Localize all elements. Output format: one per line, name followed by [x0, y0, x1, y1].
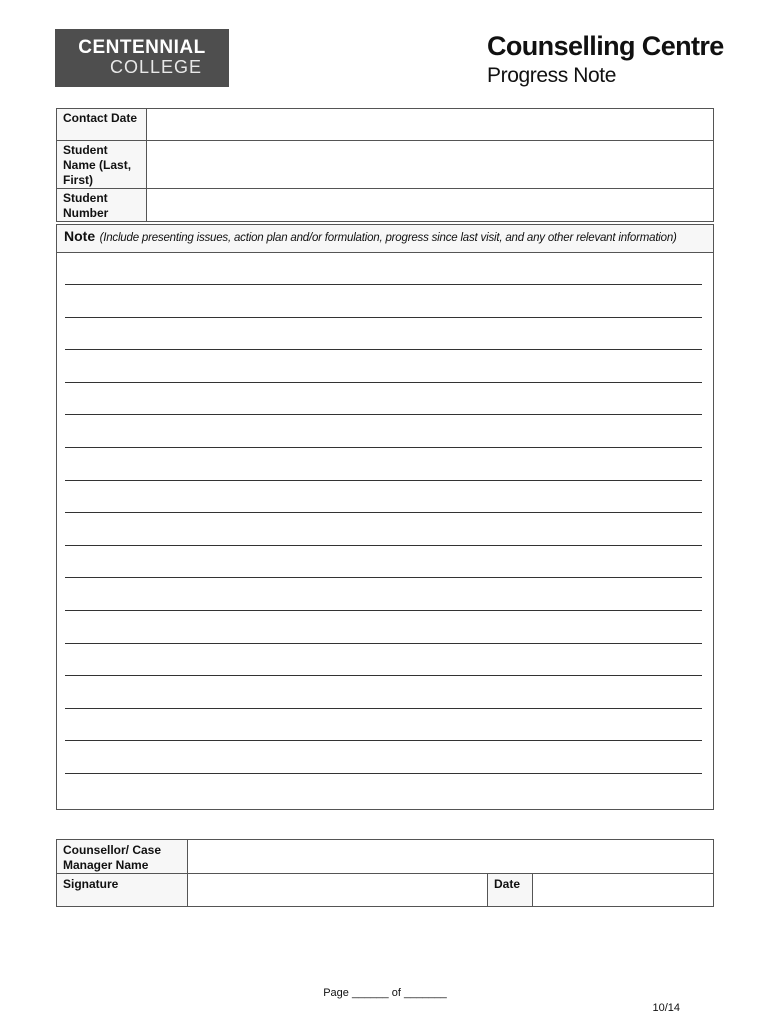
logo-line-1: CENTENNIAL [78, 37, 206, 58]
student-number-field[interactable] [147, 189, 714, 222]
signature-table [56, 839, 714, 907]
counsellor-label: Counsellor/ Case Manager Name [57, 840, 188, 874]
student-number-label: Student Number [57, 189, 147, 222]
note-line [65, 480, 702, 481]
contact-date-row [57, 109, 714, 141]
signature-label: Signature [57, 874, 188, 907]
counsellor-field[interactable] [188, 840, 714, 874]
note-line [65, 643, 702, 644]
logo-line-2: COLLEGE [109, 57, 203, 77]
note-line [65, 708, 702, 709]
page-subtitle: Progress Note [487, 64, 617, 87]
student-name-row [57, 141, 714, 189]
student-number-row [57, 189, 714, 222]
contact-date-field[interactable] [147, 109, 714, 141]
date-label: Date [488, 874, 533, 907]
note-label: Note [64, 228, 96, 244]
student-name-label: Student Name (Last, First) [57, 141, 147, 189]
signature-row [57, 874, 714, 907]
signature-field[interactable] [188, 874, 488, 907]
college-logo [55, 29, 229, 87]
counsellor-row [57, 840, 714, 874]
student-info-table [56, 108, 714, 222]
note-line [65, 447, 702, 448]
note-line [65, 545, 702, 546]
revision-code: 10/14 [652, 1002, 680, 1014]
note-line [65, 740, 702, 741]
note-line [65, 610, 702, 611]
page-title: Counselling Centre [487, 31, 724, 61]
contact-date-label: Contact Date [57, 109, 147, 141]
note-section [56, 224, 714, 810]
date-field[interactable] [533, 874, 714, 907]
page-number: Page ______ of _______ [323, 987, 447, 999]
note-line [65, 512, 702, 513]
note-line [65, 382, 702, 383]
note-line [65, 284, 702, 285]
note-line [65, 349, 702, 350]
note-line [65, 317, 702, 318]
note-line [65, 773, 702, 774]
student-name-field[interactable] [147, 141, 714, 189]
note-line [65, 414, 702, 415]
note-line [65, 577, 702, 578]
note-instructions: (Include presenting issues, action plan and/or formulation, progress since last visit, and any other relevant information) [99, 232, 677, 244]
note-header [57, 225, 713, 253]
note-line [65, 675, 702, 676]
